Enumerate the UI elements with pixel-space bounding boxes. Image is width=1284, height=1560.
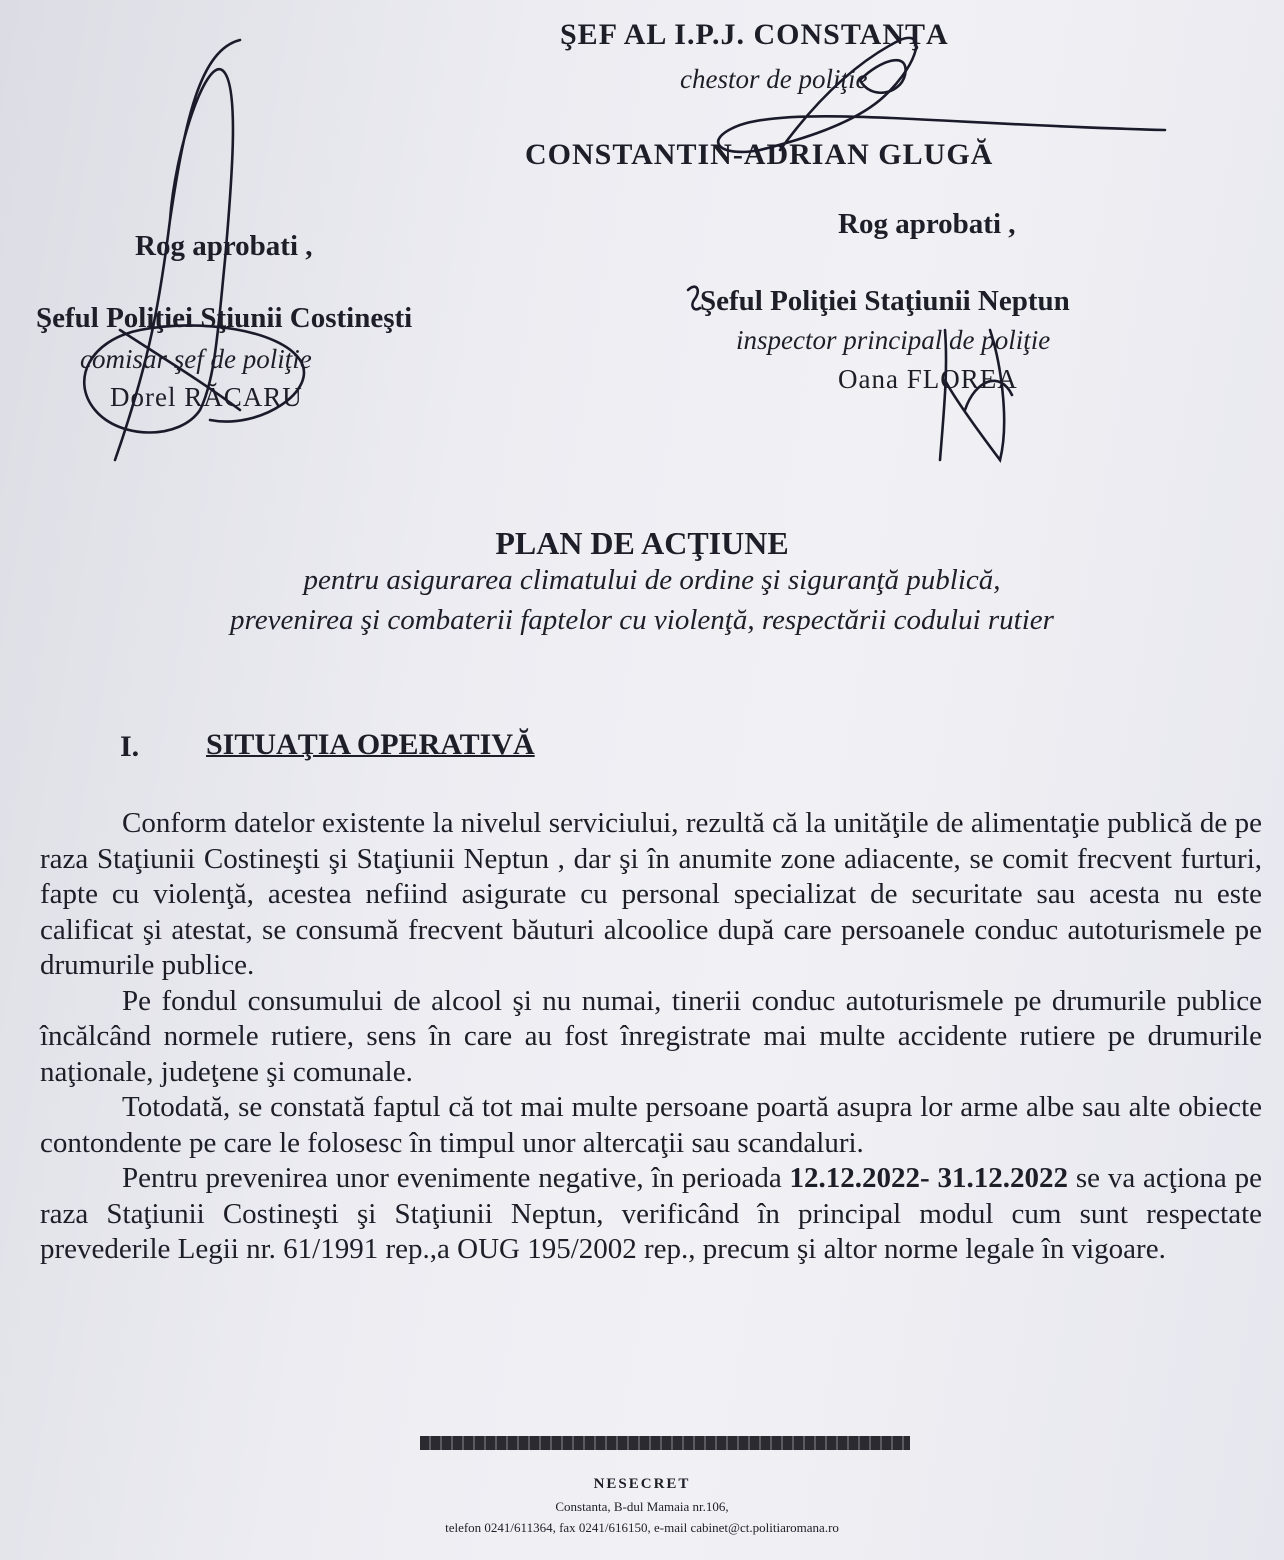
paragraph: Conform datelor existente la nivelul serviciului, rezultă că la unităţile de alimentaţie publică de pe raza Staţiunii Costineşti şi Staţiunii Neptun , dar şi în anumite zone adiacente, se comit frecvent furturi, fapte cu violenţă, acestea nefiind asigurate cu personal specializat de securitate sau acesta nu este calificat şi atestat, se consumă frecvent băuturi alcoolice după care persoanele conduc autoturismele pe drumurile publice. [40, 807, 1262, 981]
chief-rank: chestor de poliţie [680, 64, 868, 94]
right-signature [940, 330, 1012, 460]
left-signatory-title: Şeful Poliţiei Sţiunii Costineşti [36, 302, 413, 334]
section-title: SITUAŢIA OPERATIVĂ [206, 728, 535, 761]
right-signatory-rank: inspector principal de poliţie [736, 325, 1051, 355]
paragraph-text: se va acţiona pe raza Staţiunii Costineşti şi Staţiunii Neptun, verificând în principal modul cum sunt respectate prevederile Legii nr. 61/1991 rep.,a OUG 195/2002 rep., precum şi altor norme legale în vigoare. [40, 1162, 1262, 1265]
chief-signature [718, 38, 1165, 152]
chief-name: CONSTANTIN-ADRIAN GLUGĂ [525, 138, 994, 171]
section-number: I. [120, 730, 140, 763]
right-signatory-name: Oana FLOREA [838, 364, 1018, 394]
section-body [40, 806, 1262, 1268]
plan-title: PLAN DE ACŢIUNE [495, 525, 789, 561]
plan-subtitle-line2: prevenirea şi combaterii faptelor cu violenţă, respectării codului rutier [230, 604, 1054, 636]
approval-request-right: Rog aprobati , [838, 208, 1016, 240]
left-signatory-name: Dorel RĂCARU [110, 382, 303, 412]
footer-address: Constanta, B-dul Mamaia nr.106, [555, 1499, 729, 1514]
chief-signature-loop [860, 60, 906, 93]
classification-label: NESECRET [593, 1476, 691, 1492]
footer-divider-bar [420, 1436, 910, 1450]
left-signature [84, 40, 304, 460]
handwritten-signatures [0, 0, 1284, 520]
footer-contact: telefon 0241/611364, fax 0241/616150, e-mail cabinet@ct.politiaromana.ro [445, 1520, 839, 1535]
paragraph: Pe fondul consumului de alcool şi nu numai, tinerii conduc autoturismele pe drumurile publice încălcând normele rutiere, sens în care au fost înregistrate mai multe accidente rutiere pe drumurile naţionale, judeţene şi comunale. [40, 984, 1262, 1088]
right-signature-tick [688, 287, 700, 310]
paragraph: Totodată, se constată faptul că tot mai multe persoane poartă asupra lor arme albe sau alte obiecte contondente pe care le folosesc în timpul unor altercaţii sau scandaluri. [40, 1091, 1262, 1159]
approval-request-left: Rog aprobati , [135, 230, 313, 262]
plan-subtitle-line1: pentru asigurarea climatului de ordine şi siguranţă publică, [303, 564, 1001, 596]
paragraph-period [40, 1161, 1262, 1268]
paragraph-text: Pentru prevenirea unor evenimente negative, în perioada [122, 1162, 790, 1194]
right-signatory-title: Şeful Poliţiei Staţiunii Neptun [700, 285, 1070, 317]
left-signatory-rank: comisar şef de poliţie [80, 344, 312, 374]
left-signature-slash [120, 330, 240, 410]
period-dates: 12.12.2022- 31.12.2022 [789, 1162, 1069, 1194]
chief-title: ŞEF AL I.P.J. CONSTANŢA [560, 18, 949, 51]
